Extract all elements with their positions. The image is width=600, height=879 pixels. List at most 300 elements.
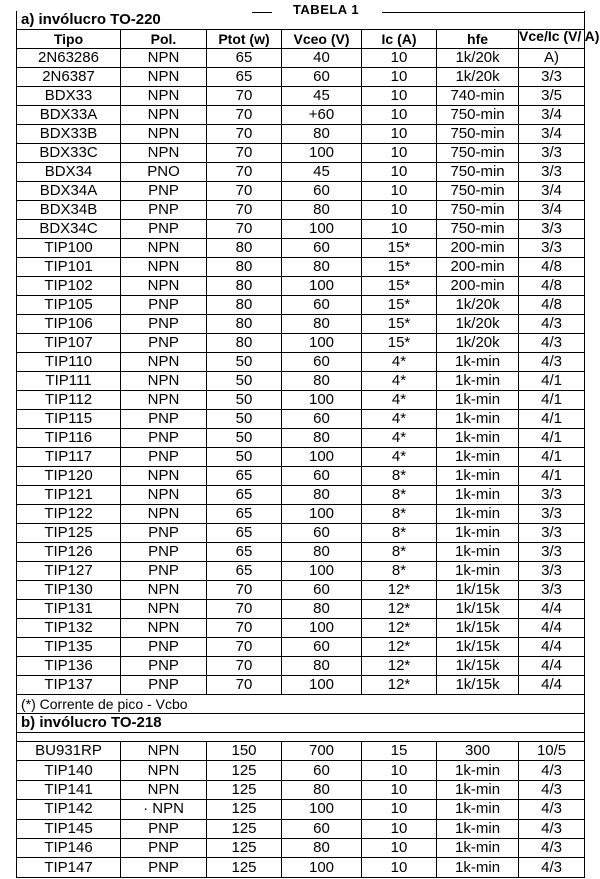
cell-tipo: TIP140 — [17, 761, 121, 780]
cell-vceo: 40 — [282, 49, 362, 68]
cell-ptot: 50 — [207, 448, 282, 467]
table-row — [17, 819, 585, 838]
table-row — [17, 334, 585, 353]
table-row — [17, 619, 585, 638]
section-a-heading: a) invólucro TO-220 — [17, 11, 437, 30]
cell-ptot: 70 — [207, 201, 282, 220]
cell-hfe: 1k/20k — [437, 49, 519, 68]
table-row — [17, 239, 585, 258]
table-row — [17, 858, 585, 877]
cell-hfe: 1k-min — [437, 372, 519, 391]
cell-vce-ic: 4/1 — [519, 467, 585, 486]
table-row — [17, 201, 585, 220]
cell-vceo: 700 — [282, 742, 362, 761]
cell-vceo: 80 — [282, 429, 362, 448]
table-row — [17, 800, 585, 819]
cell-vce-ic: 3/3 — [519, 220, 585, 239]
cell-ptot: 70 — [207, 87, 282, 106]
table-row — [17, 638, 585, 657]
cell-ic: 8* — [362, 543, 437, 562]
cell-pol: PNP — [121, 562, 207, 581]
table-row — [17, 505, 585, 524]
cell-ptot: 125 — [207, 838, 282, 857]
cell-tipo: TIP132 — [17, 619, 121, 638]
cell-pol: NPN — [121, 372, 207, 391]
cell-ptot: 70 — [207, 676, 282, 695]
cell-vce-ic: 4/1 — [519, 448, 585, 467]
cell-pol: NPN — [121, 505, 207, 524]
cell-ptot: 80 — [207, 239, 282, 258]
cell-tipo: TIP102 — [17, 277, 121, 296]
table-row — [17, 277, 585, 296]
table-row — [17, 761, 585, 780]
cell-ptot: 80 — [207, 258, 282, 277]
table-row — [17, 448, 585, 467]
cell-ptot: 65 — [207, 68, 282, 87]
cell-pol: NPN — [121, 600, 207, 619]
cell-vce-ic: 3/4 — [519, 125, 585, 144]
col-header-vce-ic: Vce/Ic (V/ A) — [519, 30, 585, 49]
section-a-spacer — [437, 11, 585, 30]
cell-vceo: 80 — [282, 125, 362, 144]
cell-tipo: TIP117 — [17, 448, 121, 467]
cell-ic: 10 — [362, 800, 437, 819]
col-header-vceo: Vceo (V) — [282, 30, 362, 49]
cell-ptot: 70 — [207, 144, 282, 163]
cell-vce-ic: 4/1 — [519, 372, 585, 391]
cell-ptot: 65 — [207, 543, 282, 562]
cell-hfe: 1k/15k — [437, 676, 519, 695]
cell-tipo: TIP112 — [17, 391, 121, 410]
cell-vceo: 80 — [282, 543, 362, 562]
cell-tipo: 2N63286 — [17, 49, 121, 68]
cell-vceo: 100 — [282, 505, 362, 524]
col-header-ptot: Ptot (w) — [207, 30, 282, 49]
cell-ic: 10 — [362, 201, 437, 220]
cell-ptot: 70 — [207, 106, 282, 125]
cell-ic: 8* — [362, 524, 437, 543]
cell-ic: 15* — [362, 258, 437, 277]
cell-vceo: 80 — [282, 315, 362, 334]
cell-vceo: 60 — [282, 296, 362, 315]
cell-tipo: BDX33A — [17, 106, 121, 125]
cell-hfe: 1k-min — [437, 353, 519, 372]
cell-pol: NPN — [121, 761, 207, 780]
cell-pol: PNP — [121, 334, 207, 353]
cell-pol: NPN — [121, 106, 207, 125]
cell-vce-ic: 4/4 — [519, 638, 585, 657]
cell-pol: NPN — [121, 581, 207, 600]
cell-pol: NPN — [121, 780, 207, 799]
cell-vceo: 100 — [282, 391, 362, 410]
cell-ptot: 80 — [207, 334, 282, 353]
table-row — [17, 429, 585, 448]
cell-pol: PNP — [121, 676, 207, 695]
cell-ic: 10 — [362, 220, 437, 239]
cell-ptot: 65 — [207, 486, 282, 505]
cell-pol: PNP — [121, 315, 207, 334]
cell-vceo: 80 — [282, 372, 362, 391]
table-row — [17, 68, 585, 87]
cell-ic: 10 — [362, 182, 437, 201]
cell-hfe: 200-min — [437, 258, 519, 277]
cell-ptot: 65 — [207, 562, 282, 581]
cell-ptot: 65 — [207, 467, 282, 486]
cell-ptot: 70 — [207, 182, 282, 201]
cell-vceo: 45 — [282, 87, 362, 106]
cell-vce-ic: 3/3 — [519, 163, 585, 182]
cell-vceo: +60 — [282, 106, 362, 125]
cell-vceo: 80 — [282, 600, 362, 619]
cell-ptot: 70 — [207, 600, 282, 619]
cell-tipo: TIP121 — [17, 486, 121, 505]
cell-vce-ic: 4/8 — [519, 258, 585, 277]
cell-pol: NPN — [121, 742, 207, 761]
cell-vce-ic: 4/3 — [519, 838, 585, 857]
table-row — [17, 838, 585, 857]
cell-vce-ic: 4/4 — [519, 676, 585, 695]
table-row — [17, 296, 585, 315]
table-row — [17, 125, 585, 144]
cell-ptot: 50 — [207, 372, 282, 391]
cell-pol: NPN — [121, 486, 207, 505]
cell-hfe: 750-min — [437, 163, 519, 182]
cell-ptot: 70 — [207, 220, 282, 239]
cell-pol: PNP — [121, 543, 207, 562]
cell-hfe: 750-min — [437, 144, 519, 163]
table-row — [17, 600, 585, 619]
cell-ic: 8* — [362, 505, 437, 524]
cell-vce-ic: 3/4 — [519, 106, 585, 125]
cell-vce-ic: 4/8 — [519, 277, 585, 296]
cell-vceo: 100 — [282, 800, 362, 819]
cell-pol: PNP — [121, 819, 207, 838]
cell-hfe: 1k-min — [437, 562, 519, 581]
cell-pol: NPN — [121, 277, 207, 296]
table-row — [17, 562, 585, 581]
cell-ic: 4* — [362, 391, 437, 410]
cell-pol: PNP — [121, 220, 207, 239]
cell-hfe: 1k/15k — [437, 619, 519, 638]
cell-tipo: TIP135 — [17, 638, 121, 657]
cell-vceo: 60 — [282, 638, 362, 657]
cell-pol: NPN — [121, 619, 207, 638]
cell-vce-ic: 3/3 — [519, 239, 585, 258]
section-b-heading-row — [17, 714, 585, 733]
cell-ptot: 70 — [207, 638, 282, 657]
cell-tipo: TIP131 — [17, 600, 121, 619]
cell-ic: 12* — [362, 581, 437, 600]
column-header-row — [17, 30, 585, 49]
table-row — [17, 742, 585, 761]
cell-vce-ic: 4/8 — [519, 296, 585, 315]
cell-vceo: 60 — [282, 182, 362, 201]
cell-tipo: TIP146 — [17, 838, 121, 857]
cell-ptot: 50 — [207, 429, 282, 448]
cell-pol: NPN — [121, 68, 207, 87]
cell-vceo: 100 — [282, 858, 362, 877]
cell-pol: NPN — [121, 258, 207, 277]
table-row — [17, 315, 585, 334]
cell-vceo: 100 — [282, 334, 362, 353]
cell-ic: 10 — [362, 144, 437, 163]
cell-pol: NPN — [121, 49, 207, 68]
cell-vceo: 100 — [282, 448, 362, 467]
cell-tipo: TIP115 — [17, 410, 121, 429]
cell-hfe: 1k-min — [437, 838, 519, 857]
section-b-gap — [17, 733, 585, 742]
table-row — [17, 106, 585, 125]
table-row — [17, 182, 585, 201]
table-row — [17, 581, 585, 600]
cell-vceo: 60 — [282, 68, 362, 87]
cell-pol: NPN — [121, 467, 207, 486]
cell-vce-ic: 4/4 — [519, 619, 585, 638]
cell-vce-ic: 4/1 — [519, 391, 585, 410]
cell-pol: PNP — [121, 638, 207, 657]
cell-hfe: 1k-min — [437, 410, 519, 429]
cell-ic: 10 — [362, 838, 437, 857]
cell-tipo: TIP147 — [17, 858, 121, 877]
col-header-tipo: Tipo — [17, 30, 121, 49]
table-row — [17, 391, 585, 410]
table-row — [17, 780, 585, 799]
cell-pol: PNO — [121, 163, 207, 182]
cell-vceo: 100 — [282, 220, 362, 239]
cell-vceo: 60 — [282, 524, 362, 543]
cell-hfe: 200-min — [437, 239, 519, 258]
cell-ic: 4* — [362, 410, 437, 429]
cell-hfe: 740-min — [437, 87, 519, 106]
transistor-table — [16, 11, 600, 878]
cell-hfe: 1k-min — [437, 524, 519, 543]
cell-hfe: 300 — [437, 742, 519, 761]
cell-pol: PNP — [121, 524, 207, 543]
cell-tipo: TIP105 — [17, 296, 121, 315]
cell-hfe: 1k-min — [437, 780, 519, 799]
cell-hfe: 1k/20k — [437, 315, 519, 334]
cell-ic: 10 — [362, 761, 437, 780]
cell-vceo: 80 — [282, 486, 362, 505]
cell-vce-ic: 3/4 — [519, 201, 585, 220]
col-header-hfe: hfe — [437, 30, 519, 49]
cell-vceo: 100 — [282, 676, 362, 695]
cell-vce-ic: 3/3 — [519, 486, 585, 505]
cell-ptot: 80 — [207, 277, 282, 296]
cell-ic: 15* — [362, 315, 437, 334]
col-header-pol: Pol. — [121, 30, 207, 49]
cell-pol: NPN — [121, 125, 207, 144]
cell-vceo: 100 — [282, 144, 362, 163]
cell-vce-ic: 4/3 — [519, 819, 585, 838]
cell-ptot: 125 — [207, 780, 282, 799]
cell-ic: 15* — [362, 334, 437, 353]
table-row — [17, 144, 585, 163]
section-a-row — [17, 11, 585, 30]
cell-pol: PNP — [121, 296, 207, 315]
cell-ic: 4* — [362, 372, 437, 391]
cell-hfe: 1k/15k — [437, 657, 519, 676]
cell-hfe: 1k-min — [437, 429, 519, 448]
cell-tipo: BDX34 — [17, 163, 121, 182]
cell-tipo: TIP120 — [17, 467, 121, 486]
cell-ic: 8* — [362, 467, 437, 486]
cell-pol: PNP — [121, 429, 207, 448]
cell-vce-ic: 4/3 — [519, 315, 585, 334]
cell-vceo: 45 — [282, 163, 362, 182]
table-row — [17, 87, 585, 106]
cell-hfe: 1k-min — [437, 858, 519, 877]
cell-ptot: 70 — [207, 619, 282, 638]
cell-vceo: 100 — [282, 619, 362, 638]
cell-vce-ic: 4/4 — [519, 600, 585, 619]
table-row — [17, 353, 585, 372]
cell-ic: 10 — [362, 780, 437, 799]
cell-ptot: 50 — [207, 410, 282, 429]
cell-pol: NPN — [121, 353, 207, 372]
cell-tipo: BDX34B — [17, 201, 121, 220]
cell-vceo: 60 — [282, 819, 362, 838]
cell-vce-ic: 3/3 — [519, 543, 585, 562]
cell-ic: 12* — [362, 657, 437, 676]
cell-ptot: 65 — [207, 49, 282, 68]
cell-pol: NPN — [121, 144, 207, 163]
cell-vce-ic: 3/3 — [519, 562, 585, 581]
cell-ic: 10 — [362, 819, 437, 838]
cell-ic: 4* — [362, 448, 437, 467]
cell-pol: PNP — [121, 448, 207, 467]
cell-vceo: 60 — [282, 761, 362, 780]
cell-vceo: 100 — [282, 562, 362, 581]
cell-hfe: 1k-min — [437, 761, 519, 780]
cell-pol: PNP — [121, 182, 207, 201]
cell-hfe: 1k-min — [437, 800, 519, 819]
cell-pol: PNP — [121, 838, 207, 857]
cell-hfe: 750-min — [437, 182, 519, 201]
cell-ptot: 50 — [207, 391, 282, 410]
table-row — [17, 657, 585, 676]
cell-hfe: 750-min — [437, 220, 519, 239]
table-row — [17, 486, 585, 505]
cell-vce-ic: 4/3 — [519, 780, 585, 799]
cell-ptot: 125 — [207, 800, 282, 819]
cell-ptot: 80 — [207, 296, 282, 315]
cell-vce-ic: 4/1 — [519, 429, 585, 448]
table-row — [17, 258, 585, 277]
table-title: TABELA 1 — [292, 2, 360, 17]
cell-vceo: 80 — [282, 258, 362, 277]
cell-vce-ic: 4/1 — [519, 410, 585, 429]
cell-tipo: TIP100 — [17, 239, 121, 258]
cell-tipo: TIP107 — [17, 334, 121, 353]
cell-pol: PNP — [121, 201, 207, 220]
cell-tipo: TIP110 — [17, 353, 121, 372]
cell-ptot: 65 — [207, 524, 282, 543]
cell-ic: 4* — [362, 353, 437, 372]
cell-tipo: 2N6387 — [17, 68, 121, 87]
cell-vce-ic: 3/3 — [519, 524, 585, 543]
cell-vce-ic: 4/3 — [519, 761, 585, 780]
cell-vce-ic: 4/3 — [519, 858, 585, 877]
cell-tipo: TIP127 — [17, 562, 121, 581]
cell-ic: 12* — [362, 638, 437, 657]
cell-ptot: 80 — [207, 315, 282, 334]
cell-ic: 15* — [362, 277, 437, 296]
cell-ic: 4* — [362, 429, 437, 448]
table-body — [17, 11, 600, 877]
cell-vceo: 100 — [282, 277, 362, 296]
cell-pol: PNP — [121, 657, 207, 676]
cell-ptot: 125 — [207, 761, 282, 780]
table-row — [17, 467, 585, 486]
cell-pol: NPN — [121, 87, 207, 106]
table-row — [17, 543, 585, 562]
cell-tipo: TIP142 — [17, 800, 121, 819]
cell-hfe: 750-min — [437, 106, 519, 125]
cell-ic: 10 — [362, 125, 437, 144]
cell-tipo: BDX33 — [17, 87, 121, 106]
cell-vce-ic: 3/3 — [519, 505, 585, 524]
cell-tipo: TIP101 — [17, 258, 121, 277]
cell-vceo: 80 — [282, 657, 362, 676]
table-row — [17, 220, 585, 239]
cell-pol: PNP — [121, 410, 207, 429]
cell-ic: 8* — [362, 562, 437, 581]
cell-hfe: 750-min — [437, 201, 519, 220]
cell-ic: 12* — [362, 676, 437, 695]
cell-tipo: TIP137 — [17, 676, 121, 695]
cell-ptot: 125 — [207, 819, 282, 838]
cell-ptot: 65 — [207, 505, 282, 524]
cell-vceo: 60 — [282, 239, 362, 258]
cell-ptot: 70 — [207, 581, 282, 600]
cell-vce-ic: 4/3 — [519, 334, 585, 353]
cell-vce-ic: 4/3 — [519, 353, 585, 372]
cell-tipo: TIP116 — [17, 429, 121, 448]
cell-ptot: 50 — [207, 353, 282, 372]
table-row — [17, 372, 585, 391]
cell-vceo: 80 — [282, 780, 362, 799]
cell-vce-ic: 3/3 — [519, 144, 585, 163]
cell-vce-ic: 4/3 — [519, 800, 585, 819]
cell-ptot: 70 — [207, 163, 282, 182]
table-row — [17, 524, 585, 543]
cell-vce-ic: 3/3 — [519, 68, 585, 87]
cell-pol: NPN — [121, 239, 207, 258]
section-b-gap-row — [17, 733, 585, 742]
cell-hfe: 1k/15k — [437, 600, 519, 619]
cell-hfe: 200-min — [437, 277, 519, 296]
cell-tipo: TIP136 — [17, 657, 121, 676]
cell-tipo: TIP130 — [17, 581, 121, 600]
cell-tipo: TIP111 — [17, 372, 121, 391]
table-row — [17, 410, 585, 429]
cell-vceo: 60 — [282, 581, 362, 600]
cell-tipo: BU931RP — [17, 742, 121, 761]
cell-vce-ic: 3/4 — [519, 182, 585, 201]
cell-ic: 10 — [362, 68, 437, 87]
section-b-heading: b) invólucro TO-218 — [17, 714, 585, 733]
cell-hfe: 1k/20k — [437, 68, 519, 87]
cell-vce-ic: 4/4 — [519, 657, 585, 676]
cell-vce-ic: 10/5 — [519, 742, 585, 761]
cell-ic: 15* — [362, 239, 437, 258]
cell-ic: 12* — [362, 619, 437, 638]
cell-tipo: BDX33B — [17, 125, 121, 144]
col-header-ic: Ic (A) — [362, 30, 437, 49]
cell-ic: 10 — [362, 858, 437, 877]
cell-hfe: 1k/20k — [437, 334, 519, 353]
